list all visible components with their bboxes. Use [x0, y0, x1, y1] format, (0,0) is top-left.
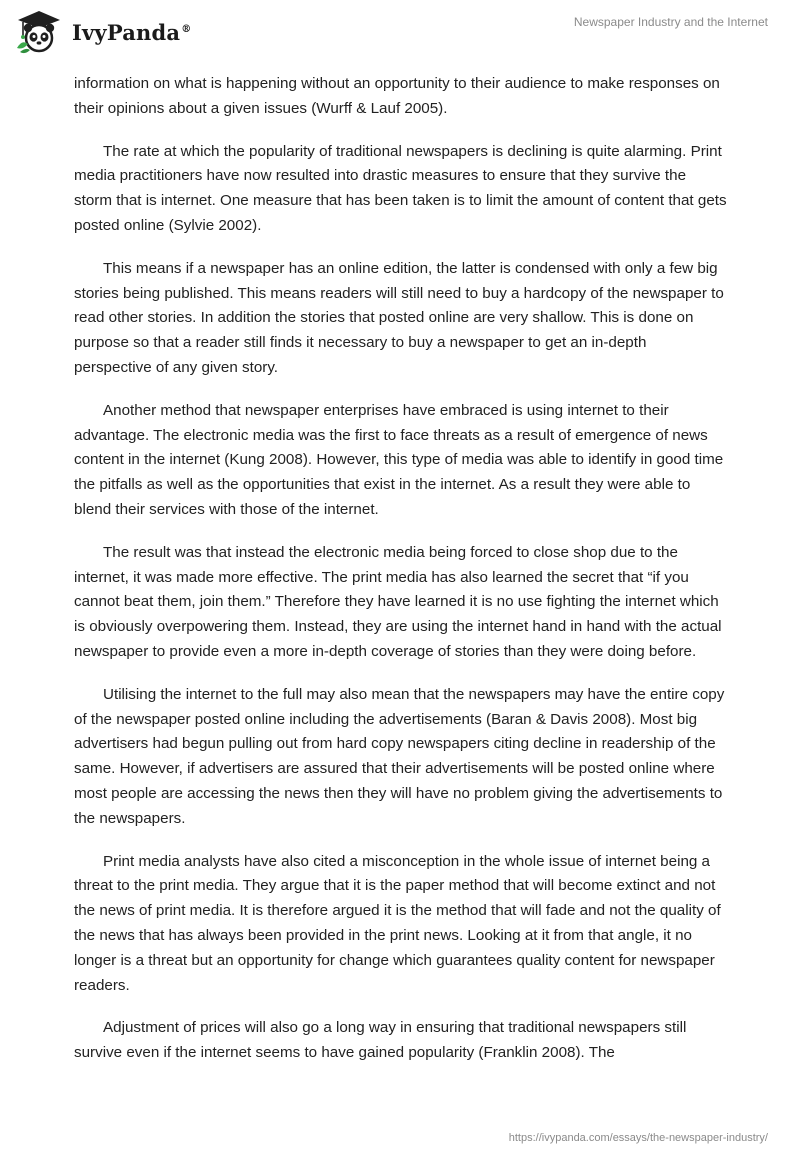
page-header	[0, 0, 800, 70]
panda-graduate-logo-icon	[14, 8, 64, 54]
source-url-link[interactable]: https://ivypanda.com/essays/the-newspaper-industry/	[508, 1132, 768, 1144]
paragraph: Adjustment of prices will also go a long way in ensuring that traditional newspapers still survive even if the internet seems to have gained popularity (Franklin 2008). The	[74, 1019, 687, 1062]
document-title: Newspaper Industry and the Internet	[573, 15, 768, 29]
paragraph: information on what is happening without an opportunity to their audience to make responses on their opinions about a given issues (Wurff & Lauf 2005).	[74, 75, 720, 117]
brand-name: IvyPanda®	[72, 19, 192, 45]
paragraph: Another method that newspaper enterprises have embraced is using internet to their advantage. The electronic media was the first to face threats as a result of emergence of news content in the internet (Kung 2008). However, this type of media was able to identify in good time the pitfalls as well as the opportunities that exist in the internet. As a result they were able to blend their services with those of the internet.	[74, 401, 724, 518]
paragraph: The rate at which the popularity of traditional newspapers is declining is quite alarming. Print media practitioners have now resulted into drastic measures to ensure that they survive the storm that is internet. One measure that has been taken is to limit the amount of content that gets posted online (Sylvie 2002).	[74, 142, 727, 234]
essay-body	[74, 72, 728, 1084]
ivypanda-logo[interactable]	[14, 8, 191, 54]
paragraph: The result was that instead the electronic media being forced to close shop due to the internet, it was made more effective. The print media has also learned the secret that “if you cannot beat them, join them.” Therefore they have learned it is no use fighting the internet which is obviously overpowering them. Instead, they are using the internet hand in hand with the actual newspaper to provide even a more in-depth coverage of stories than they were doing before.	[74, 543, 722, 660]
paragraph: This means if a newspaper has an online edition, the latter is condensed with only a few big stories being published. This means readers will still need to buy a hardcopy of the newspaper to read other stories. In addition the stories that posted online are very shallow. This is done on purpose so that a reader still finds it necessary to buy a newspaper to get an in-depth perspective of any given story.	[74, 259, 724, 376]
paragraph: Print media analysts have also cited a misconception in the whole issue of internet being a threat to the print media. They argue that it is the paper method that will become extinct and not the news of print media. It is therefore argued it is the method that will fade and not the quality of the news that has always been provided in the print news. Looking at it from that angle, it no longer is a threat but an opportunity for change which guarantees quality content for newspaper readers.	[74, 852, 721, 994]
paragraph: Utilising the internet to the full may also mean that the newspapers may have the entire copy of the newspaper posted online including the advertisements (Baran & Davis 2008). Most big advertisers had begun pulling out from hard copy newspapers citing decline in readership of the same. However, if advertisers are assured that their advertisements will be posted online where most people are accessing the news then they will have no problem giving the advertisements to the newspapers.	[74, 685, 725, 827]
